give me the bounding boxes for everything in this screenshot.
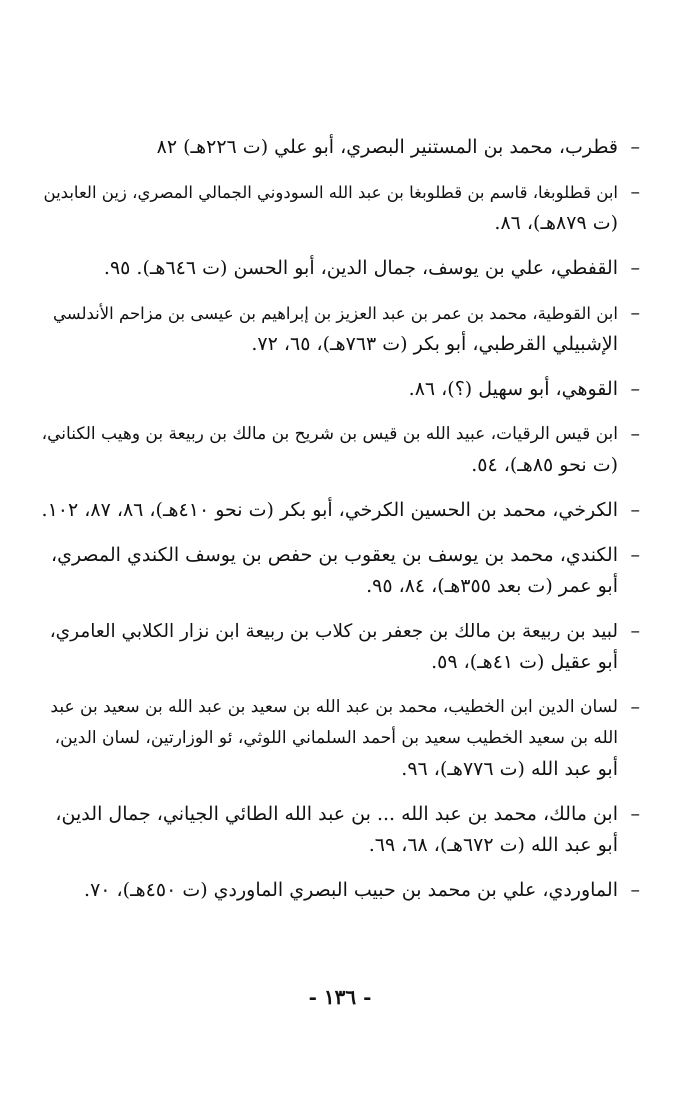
index-entry [40, 692, 640, 785]
entry-line: (ت ٨٧٩هـ)، ٨٦. [494, 212, 618, 234]
entry-bullet-dash: – [630, 803, 640, 825]
entry-bullet-dash: – [630, 544, 640, 566]
entry-line: (ت نحو ٨٥هـ)، ٥٤. [471, 454, 618, 476]
entry-bullet-dash: – [630, 879, 640, 901]
index-entry [40, 540, 640, 602]
entry-bullet-dash: – [630, 499, 640, 521]
entry-line: أبو عبد الله (ت ٧٧٦هـ)، ٩٦. [401, 758, 618, 780]
entry-line: القفطي، علي بن يوسف، جمال الدين، أبو الحسن (ت ٦٤٦هـ). ٩٥. [103, 257, 618, 279]
index-entry [40, 177, 640, 239]
entry-line: الماوردي، علي بن محمد بن حبيب البصري الماوردي (ت ٤٥٠هـ)، ٧٠. [84, 879, 618, 901]
entry-line: ابن مالك، محمد بن عبد الله ... بن عبد الله الطائي الجياني، جمال الدين، [55, 803, 618, 825]
entry-line: الإشبيلي القرطبي، أبو بكر (ت ٧٦٣هـ)، ٦٥، ٧٢. [251, 333, 618, 355]
entry-bullet-dash: – [630, 181, 640, 203]
index-entry [40, 495, 640, 526]
entry-line: الكندي، محمد بن يوسف بن يعقوب بن حفص بن يوسف الكندي المصري، [50, 544, 618, 566]
index-entry [40, 616, 640, 678]
index-entry [40, 298, 640, 360]
entry-line: أبو عقيل (ت ٤١هـ)، ٥٩. [431, 651, 618, 673]
index-entry [40, 253, 640, 284]
entry-line: قطرب، محمد بن المستنير البصري، أبو علي (ت ٢٢٦هـ) ٨٢ [156, 136, 618, 158]
index-entries [40, 132, 640, 920]
entry-line: ابن القوطية، محمد بن عمر بن عبد العزيز بن إبراهيم بن عيسى بن مزاحم الأندلسي [52, 304, 618, 323]
entry-line: أبو عمر (ت بعد ٣٥٥هـ)، ٨٤، ٩٥. [366, 575, 618, 597]
index-entry [40, 799, 640, 861]
entry-line: لبيد بن ربيعة بن مالك بن جعفر بن كلاب بن ربيعة ابن نزار الكلابي العامري، [49, 621, 618, 642]
entry-bullet-dash: – [630, 423, 640, 445]
index-entry [40, 875, 640, 906]
entry-line: القوهي، أبو سهيل (؟)، ٨٦. [408, 378, 618, 400]
entry-bullet-dash: – [630, 378, 640, 400]
entry-bullet-dash: – [630, 257, 640, 279]
index-entry [40, 132, 640, 163]
entry-line: أبو عبد الله (ت ٦٧٢هـ)، ٦٨، ٦٩. [368, 834, 618, 856]
entry-bullet-dash: – [630, 696, 640, 718]
entry-line: لسان الدين ابن الخطيب، محمد بن عبد الله بن سعيد بن عبد الله بن سعيد بن عبد [50, 697, 618, 717]
index-entry [40, 374, 640, 405]
entry-line: الله بن سعيد الخطيب سعيد بن أحمد السلماني اللوثي، ئو الوزارتين، لسان الدين، [54, 728, 618, 748]
entry-line: ابن قيس الرقيات، عبيد الله بن قيس بن شريح بن مالك بن ربيعة بن وهيب الكناني، [41, 424, 618, 444]
entry-bullet-dash: – [630, 136, 640, 158]
entry-line: الكرخي، محمد بن الحسين الكرخي، أبو بكر (ت نحو ٤١٠هـ)، ٨٦، ٨٧، ١٠٢. [41, 499, 618, 521]
entry-bullet-dash: – [630, 302, 640, 324]
index-entry [40, 419, 640, 481]
entry-bullet-dash: – [630, 620, 640, 642]
entry-line: ابن قطلوبغا، قاسم بن قطلوبغا بن عبد الله السودوني الجمالي المصري، زين العابدين [43, 183, 618, 202]
page-number: - ١٣٦ - [308, 985, 372, 1009]
